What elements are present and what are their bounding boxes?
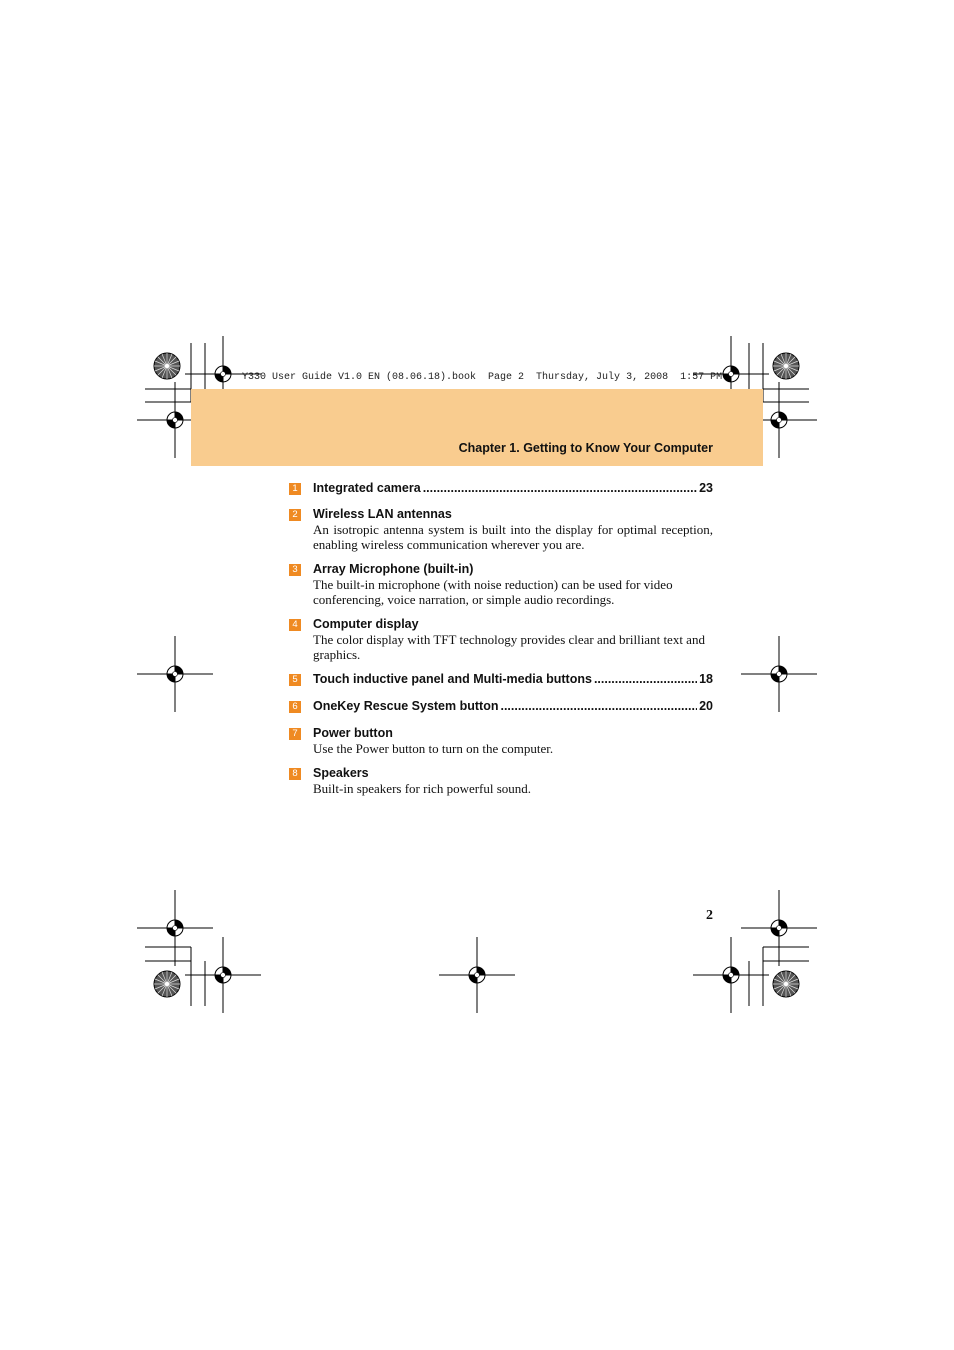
item-heading[interactable] bbox=[313, 480, 713, 496]
list-item-array-microphone bbox=[289, 561, 713, 607]
item-description: An isotropic antenna system is built into the display for optimal reception, enabling wireless communication wherever you are. bbox=[313, 522, 713, 552]
leader-dots bbox=[594, 671, 697, 687]
item-heading[interactable] bbox=[313, 671, 713, 687]
item-heading bbox=[313, 725, 713, 741]
item-heading bbox=[313, 506, 713, 522]
callout-number-badge: 7 bbox=[289, 728, 301, 740]
component-list bbox=[289, 480, 713, 805]
chapter-header-band bbox=[191, 389, 763, 466]
page-reference: 20 bbox=[699, 699, 713, 713]
item-description: The color display with TFT technology provides clear and brilliant text and graphics. bbox=[313, 632, 705, 662]
callout-number-badge: 2 bbox=[289, 509, 301, 521]
item-title: Array Microphone (built-in) bbox=[313, 562, 474, 576]
print-info-line: Y330 User Guide V1.0 EN (08.06.18).book Page 2 Thursday, July 3, 2008 1:57 PM bbox=[242, 372, 723, 383]
list-item-power-button bbox=[289, 725, 713, 756]
item-description: Use the Power button to turn on the computer. bbox=[313, 741, 554, 756]
callout-number-badge: 8 bbox=[289, 768, 301, 780]
item-title: Computer display bbox=[313, 617, 419, 631]
callout-number-badge: 6 bbox=[289, 701, 301, 713]
list-item-wireless-lan-antennas bbox=[289, 506, 713, 552]
page-reference: 23 bbox=[699, 481, 713, 495]
list-item-speakers bbox=[289, 765, 713, 796]
list-item-integrated-camera bbox=[289, 480, 713, 496]
page-number: 2 bbox=[706, 908, 713, 923]
item-heading bbox=[313, 616, 713, 632]
leader-dots bbox=[423, 480, 697, 496]
page-reference: 18 bbox=[699, 672, 713, 686]
item-title: Touch inductive panel and Multi-media buttons bbox=[313, 672, 592, 686]
item-heading bbox=[313, 765, 713, 781]
item-title: Wireless LAN antennas bbox=[313, 507, 452, 521]
item-title: Power button bbox=[313, 726, 393, 740]
callout-number-badge: 5 bbox=[289, 674, 301, 686]
item-title: Speakers bbox=[313, 766, 369, 780]
callout-number-badge: 3 bbox=[289, 564, 301, 576]
leader-dots bbox=[500, 698, 697, 714]
item-description: Built-in speakers for rich powerful sound. bbox=[313, 781, 532, 796]
item-title: OneKey Rescue System button bbox=[313, 699, 499, 713]
callout-number-badge: 1 bbox=[289, 483, 301, 495]
list-item-touch-panel bbox=[289, 671, 713, 687]
list-item-computer-display bbox=[289, 616, 713, 662]
item-description: The built-in microphone (with noise reduction) can be used for video conferencing, voice narration, or simple audio recordings. bbox=[313, 577, 673, 607]
callout-number-badge: 4 bbox=[289, 619, 301, 631]
list-item-onekey-rescue bbox=[289, 698, 713, 714]
item-heading[interactable] bbox=[313, 698, 713, 714]
item-heading bbox=[313, 561, 713, 577]
item-title: Integrated camera bbox=[313, 481, 421, 495]
chapter-title: Chapter 1. Getting to Know Your Computer bbox=[458, 441, 713, 455]
